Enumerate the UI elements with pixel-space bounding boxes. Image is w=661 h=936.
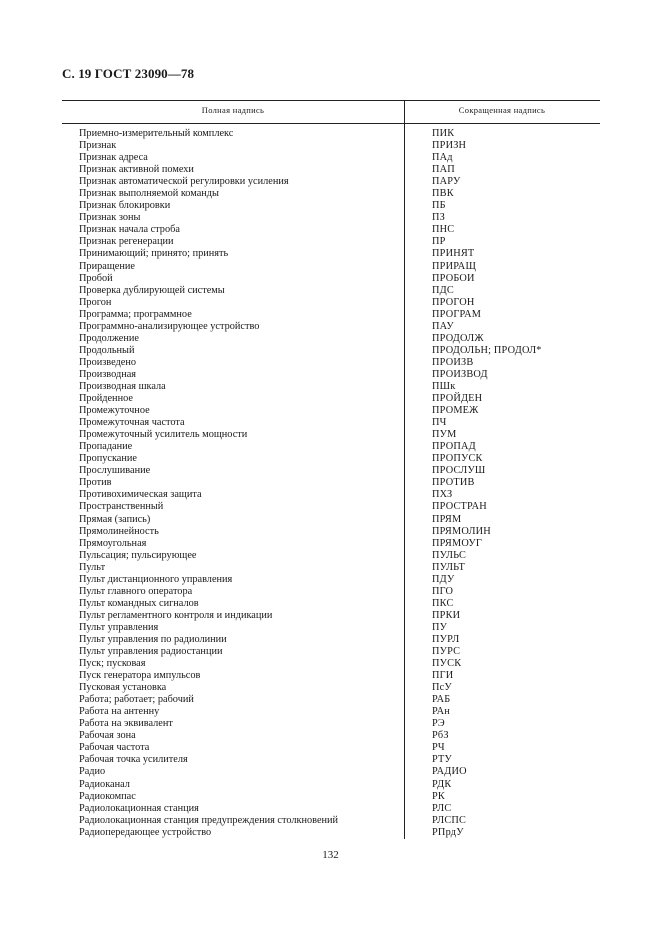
full-name-cell: Рабочая точка усилителя bbox=[79, 754, 188, 766]
table-row bbox=[62, 742, 600, 754]
abbreviation-cell: РЛС bbox=[432, 802, 452, 814]
abbreviation-cell: ПРОМЕЖ bbox=[432, 405, 479, 417]
table-row bbox=[62, 465, 600, 477]
abbreviation-cell: ПРИНЯТ bbox=[432, 248, 475, 260]
full-name-cell: Работа; работает; рабочий bbox=[79, 694, 194, 706]
full-name-cell: Радиокомпас bbox=[79, 790, 136, 802]
full-name-cell: Промежуточная частота bbox=[79, 417, 185, 429]
abbreviation-cell: РДК bbox=[432, 778, 452, 790]
abbreviation-cell: ПРОПУСК bbox=[432, 453, 483, 465]
abbreviation-cell: ПРОИЗВ bbox=[432, 356, 474, 368]
abbreviation-cell: РК bbox=[432, 790, 445, 802]
full-name-cell: Признак активной помехи bbox=[79, 164, 194, 176]
full-name-cell: Прослушивание bbox=[79, 465, 151, 477]
abbreviation-cell: ПАУ bbox=[432, 320, 454, 332]
full-name-cell: Признак bbox=[79, 140, 117, 152]
table-row bbox=[62, 429, 600, 441]
table-row bbox=[62, 297, 600, 309]
full-name-cell: Пульт управления по радиолинии bbox=[79, 633, 227, 645]
abbreviation-cell: ПБ bbox=[432, 200, 446, 212]
full-name-cell: Продольный bbox=[79, 344, 135, 356]
table-row bbox=[62, 236, 600, 248]
table-row bbox=[62, 754, 600, 766]
abbreviation-cell: ПРОТИВ bbox=[432, 477, 475, 489]
abbreviation-cell: ПРЯМОУГ bbox=[432, 537, 483, 549]
full-name-cell: Признак блокировки bbox=[79, 200, 171, 212]
table-row bbox=[62, 730, 600, 742]
full-name-cell: Пуск; пусковая bbox=[79, 658, 146, 670]
table-row bbox=[62, 501, 600, 513]
abbreviation-cell: РАн bbox=[432, 706, 450, 718]
full-name-cell: Радио bbox=[79, 766, 106, 778]
full-name-cell: Программа; программное bbox=[79, 308, 192, 320]
column-header-full: Полная надпись bbox=[201, 105, 265, 115]
table-row bbox=[62, 212, 600, 224]
table-row bbox=[62, 357, 600, 369]
abbreviation-cell: ПРИЗН bbox=[432, 140, 467, 152]
table-row bbox=[62, 453, 600, 465]
table-row bbox=[62, 550, 600, 562]
abbreviation-cell: ПУЛЬС bbox=[432, 549, 467, 561]
abbreviation-cell: РТУ bbox=[432, 754, 453, 766]
table-row bbox=[62, 285, 600, 297]
full-name-cell: Признак регенерации bbox=[79, 236, 174, 248]
abbreviation-cell: РАДИО bbox=[432, 766, 467, 778]
full-name-cell: Пропускание bbox=[79, 453, 137, 465]
abbreviation-cell: ПУМ bbox=[432, 429, 457, 441]
full-name-cell: Приемно-измерительный комплекс bbox=[79, 128, 234, 139]
full-name-cell: Работа на эквивалент bbox=[79, 718, 173, 730]
abbreviation-cell: ПДУ bbox=[432, 573, 455, 585]
table-row bbox=[62, 562, 600, 574]
full-name-cell: Признак автоматической регулировки усиления bbox=[79, 176, 289, 188]
table-row bbox=[62, 791, 600, 803]
abbreviation-cell: ПРОБОИ bbox=[432, 272, 475, 284]
table-row bbox=[62, 381, 600, 393]
table-row bbox=[62, 345, 600, 357]
abbreviation-cell: ПДС bbox=[432, 284, 454, 296]
abbreviation-cell: РПрдУ bbox=[432, 826, 464, 838]
table-row bbox=[62, 261, 600, 273]
page-number: 132 bbox=[322, 849, 339, 861]
abbreviation-cell: ПГО bbox=[432, 585, 454, 597]
full-name-cell: Признак адреса bbox=[79, 152, 148, 164]
full-name-cell: Пульт главного оператора bbox=[79, 585, 193, 597]
abbreviation-cell: ПР bbox=[432, 236, 446, 248]
abbreviation-cell: РЭ bbox=[432, 718, 445, 730]
table-body bbox=[62, 128, 600, 839]
full-name-cell: Прямоугольная bbox=[79, 537, 147, 549]
table-row bbox=[62, 670, 600, 682]
abbreviation-cell: ПНС bbox=[432, 224, 455, 236]
table-row bbox=[62, 188, 600, 200]
full-name-cell: Приращение bbox=[79, 260, 135, 272]
full-name-cell: Признак выполняемой команды bbox=[79, 188, 219, 200]
abbreviation-cell: ПКС bbox=[432, 597, 454, 609]
abbreviation-cell: ПГИ bbox=[432, 670, 454, 682]
table-row bbox=[62, 248, 600, 260]
full-name-cell: Пульт управления bbox=[79, 621, 159, 633]
table-row bbox=[62, 176, 600, 188]
table-row bbox=[62, 164, 600, 176]
full-name-cell: Рабочая зона bbox=[79, 730, 136, 742]
abbreviation-cell: ПУРС bbox=[432, 646, 461, 658]
abbreviation-cell: ПРОЙДЕН bbox=[432, 393, 483, 405]
abbreviation-cell: ПРОИЗВОД bbox=[432, 368, 488, 380]
full-name-cell: Прямолинейность bbox=[79, 525, 159, 537]
full-name-cell: Пульт регламентного контроля и индикации bbox=[79, 609, 273, 621]
table-row bbox=[62, 694, 600, 706]
table-row bbox=[62, 393, 600, 405]
abbreviation-cell: ПАРУ bbox=[432, 176, 461, 188]
abbreviation-cell: ПРОГРАМ bbox=[432, 308, 482, 320]
full-name-cell: Пульт дистанционного управления bbox=[79, 573, 233, 585]
table-row bbox=[62, 200, 600, 212]
abbreviation-table bbox=[62, 100, 600, 838]
full-name-cell: Рабочая частота bbox=[79, 742, 150, 754]
table-row bbox=[62, 224, 600, 236]
full-name-cell: Пропадание bbox=[79, 441, 133, 453]
full-name-cell: Признак зоны bbox=[79, 212, 141, 224]
full-name-cell: Пробой bbox=[79, 272, 113, 284]
full-name-cell: Радиопередающее устройство bbox=[79, 826, 212, 838]
abbreviation-cell: ПРОСЛУШ bbox=[432, 465, 486, 477]
full-name-cell: Радиолокационная станция bbox=[79, 802, 199, 814]
abbreviation-cell: ПРОПАД bbox=[432, 441, 476, 453]
abbreviation-cell: ПРЯМОЛИН bbox=[432, 525, 491, 537]
table-row bbox=[62, 622, 600, 634]
abbreviation-cell: ПАд bbox=[432, 152, 453, 164]
abbreviation-cell: ПУ bbox=[432, 621, 448, 633]
full-name-cell: Пульсация; пульсирующее bbox=[79, 549, 197, 561]
table-row bbox=[62, 489, 600, 501]
table-row bbox=[62, 706, 600, 718]
full-name-cell: Пульт командных сигналов bbox=[79, 597, 199, 609]
table-row bbox=[62, 682, 600, 694]
full-name-cell: Пуск генератора импульсов bbox=[79, 670, 201, 682]
full-name-cell: Пульт bbox=[79, 561, 106, 573]
table-row bbox=[62, 598, 600, 610]
abbreviation-cell: РАБ bbox=[432, 694, 451, 706]
abbreviation-cell: ПЗ bbox=[432, 212, 445, 224]
full-name-cell: Принимающий; принято; принять bbox=[79, 248, 229, 260]
abbreviation-cell: ПсУ bbox=[432, 682, 452, 694]
abbreviation-cell: ПАП bbox=[432, 164, 455, 176]
table-row bbox=[62, 514, 600, 526]
table-row bbox=[62, 574, 600, 586]
table-row bbox=[62, 538, 600, 550]
column-header-short: Сокращенная надпись bbox=[458, 105, 546, 115]
full-name-cell: Прогон bbox=[79, 296, 112, 308]
full-name-cell: Пусковая установка bbox=[79, 682, 167, 694]
table-row bbox=[62, 405, 600, 417]
abbreviation-cell: ПЧ bbox=[432, 417, 447, 429]
abbreviation-cell: ПВК bbox=[432, 188, 454, 200]
table-row bbox=[62, 827, 600, 839]
table-row bbox=[62, 803, 600, 815]
table-row bbox=[62, 526, 600, 538]
table-row bbox=[62, 309, 600, 321]
table-row bbox=[62, 140, 600, 152]
table-header bbox=[62, 100, 600, 124]
abbreviation-cell: ПРОДОЛЖ bbox=[432, 332, 484, 344]
table-row bbox=[62, 477, 600, 489]
table-row bbox=[62, 766, 600, 778]
full-name-cell: Признак начала строба bbox=[79, 224, 180, 236]
abbreviation-cell: ПРЯМ bbox=[432, 513, 462, 525]
full-name-cell: Пространственный bbox=[79, 501, 164, 513]
abbreviation-cell: ПУРЛ bbox=[432, 633, 460, 645]
full-name-cell: Противохимическая защита bbox=[79, 489, 202, 501]
full-name-cell: Промежуточное bbox=[79, 405, 150, 417]
abbreviation-cell: ПРОДОЛЬН; ПРОДОЛ* bbox=[432, 344, 542, 356]
abbreviation-cell: РЛСПС bbox=[432, 814, 467, 826]
full-name-cell: Промежуточный усилитель мощности bbox=[79, 429, 248, 441]
full-name-cell: Радиоканал bbox=[79, 778, 130, 790]
table-row bbox=[62, 610, 600, 622]
table-row bbox=[62, 369, 600, 381]
full-name-cell: Производная шкала bbox=[79, 380, 166, 392]
page-header: С. 19 ГОСТ 23090—78 bbox=[62, 66, 195, 81]
table-row bbox=[62, 634, 600, 646]
table-row bbox=[62, 321, 600, 333]
full-name-cell: Против bbox=[79, 477, 112, 489]
abbreviation-cell: ПУЛЬТ bbox=[432, 561, 465, 573]
full-name-cell: Прямая (запись) bbox=[79, 513, 151, 525]
full-name-cell: Пройденное bbox=[79, 393, 133, 405]
full-name-cell: Продолжение bbox=[79, 332, 139, 344]
table-row bbox=[62, 417, 600, 429]
abbreviation-cell: ПРИРАЩ bbox=[432, 260, 477, 272]
full-name-cell: Радиолокационная станция предупреждения столкновений bbox=[79, 814, 339, 826]
table-row bbox=[62, 441, 600, 453]
table-row bbox=[62, 152, 600, 164]
full-name-cell: Производная bbox=[79, 368, 137, 380]
table-row bbox=[62, 658, 600, 670]
abbreviation-cell: ПУСК bbox=[432, 658, 462, 670]
full-name-cell: Проверка дублирующей системы bbox=[79, 284, 225, 296]
full-name-cell: Пульт управления радиостанции bbox=[79, 646, 223, 658]
abbreviation-cell: ПШк bbox=[432, 380, 456, 392]
table-row bbox=[62, 273, 600, 285]
abbreviation-cell: ПРОСТРАН bbox=[432, 501, 487, 513]
abbreviation-cell: ПХЗ bbox=[432, 489, 453, 501]
table-row bbox=[62, 333, 600, 345]
full-name-cell: Программно-анализирующее устройство bbox=[79, 320, 260, 332]
abbreviation-cell: ПИК bbox=[432, 128, 455, 139]
abbreviation-cell: ПРОГОН bbox=[432, 296, 475, 308]
abbreviation-cell: РЧ bbox=[432, 742, 445, 754]
table-row bbox=[62, 586, 600, 598]
full-name-cell: Произведено bbox=[79, 356, 137, 368]
table-row bbox=[62, 815, 600, 827]
abbreviation-cell: РбЗ bbox=[432, 730, 449, 742]
table-row bbox=[62, 779, 600, 791]
abbreviation-cell: ПРКИ bbox=[432, 609, 461, 621]
full-name-cell: Работа на антенну bbox=[79, 706, 160, 718]
table-row bbox=[62, 646, 600, 658]
table-row bbox=[62, 718, 600, 730]
table-row bbox=[62, 128, 600, 140]
